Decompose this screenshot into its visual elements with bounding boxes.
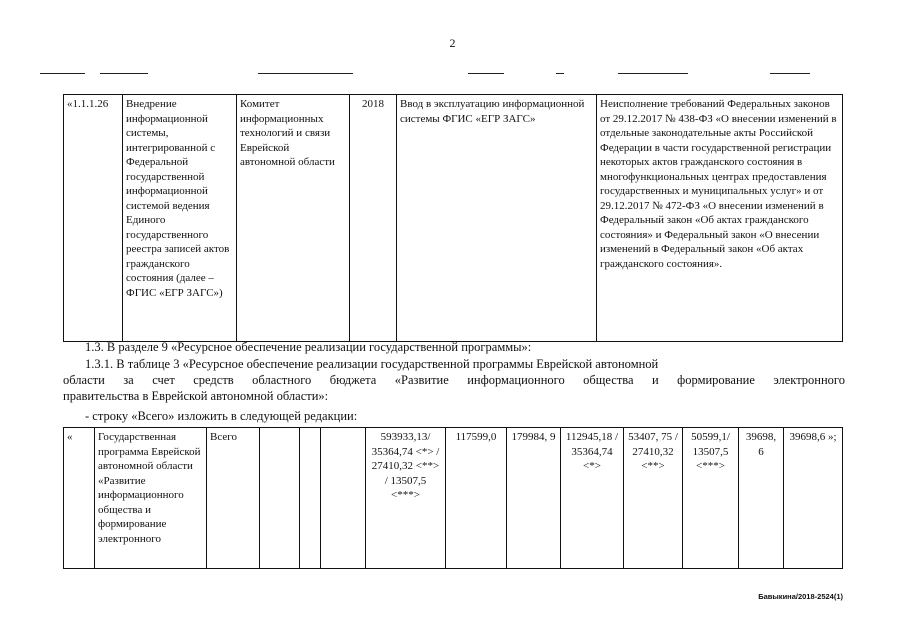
open-quote: « xyxy=(64,428,95,569)
paragraph-1-3-1-line-3: правительства в Еврейской автономной области»: xyxy=(63,389,329,403)
amount-2021: 39698,6 »; xyxy=(784,428,843,569)
divider xyxy=(468,73,504,74)
total-amount: 593933,13/ 35364,74 <*> / 27410,32 <**> / 13507,5 <***> xyxy=(366,428,446,569)
year: 2018 xyxy=(350,95,397,342)
divider xyxy=(556,73,564,74)
total-label: Всего xyxy=(207,428,260,569)
empty-cell xyxy=(321,428,366,569)
row-number: «1.1.1.26 xyxy=(64,95,123,342)
amount-2020: 39698, 6 xyxy=(739,428,784,569)
amount-2018: 53407, 75 / 27410,32 <**> xyxy=(624,428,683,569)
amount-2019: 50599,1/ 13507,5 <***> xyxy=(683,428,739,569)
footer-code: Бавыкина/2018-2524(1) xyxy=(758,592,843,601)
page-number: 2 xyxy=(449,36,456,50)
expected-result: Ввод в эксплуатацию информационной системы ФГИС «ЕГР ЗАГС» xyxy=(397,95,597,342)
divider xyxy=(258,73,353,74)
table-row xyxy=(64,428,843,569)
resource-table xyxy=(63,427,843,569)
amount-2016: 179984, 9 xyxy=(507,428,561,569)
paragraph-1-3-1-line-2: области за счет средств областного бюджета «Развитие информационного общества и формирование электронного xyxy=(63,373,845,387)
amount-2017: 112945,18 / 35364,74 <*> xyxy=(561,428,624,569)
empty-cell xyxy=(260,428,300,569)
paragraph-1-3: 1.3. В разделе 9 «Ресурсное обеспечение реализации государственной программы»: xyxy=(85,340,532,354)
empty-cell xyxy=(300,428,321,569)
activity-name: Внедрение информационной системы, интегрированной с Федеральной государственной информационной системой ведения Единого государственного реестра записей актов гражданского состояния (далее – ФГИС «ЕГР ЗАГС») xyxy=(123,95,237,342)
paragraph-1-3-1-line-1: 1.3.1. В таблице 3 «Ресурсное обеспечение реализации государственной программы Еврейской автономной xyxy=(85,357,659,371)
divider xyxy=(770,73,810,74)
program-name: Государственная программа Еврейской автономной области «Развитие информационного общества и формирование электронного xyxy=(95,428,207,569)
paragraph-instruction: - строку «Всего» изложить в следующей редакции: xyxy=(85,409,358,423)
table-row xyxy=(64,95,843,342)
activity-table xyxy=(63,94,843,342)
consequence: Неисполнение требований Федеральных законов от 29.12.2017 № 438-ФЗ «О внесении изменений в отдельные законодательные акты Российской Федерации в части государственной регистрации некоторых актов гражданского состояния в многофункциональных центрах предоставления государственных и муниципальных услуг» и от 29.12.2017 № 472-ФЗ «О внесении изменений в Федеральный закон «Об актах гражданского состояния» и Федеральный закон «О внесении изменений в Федеральный закон «Об актах гражданского состояния». xyxy=(597,95,843,342)
amount-2015: 117599,0 xyxy=(446,428,507,569)
divider xyxy=(100,73,148,74)
divider xyxy=(618,73,688,74)
divider xyxy=(40,73,85,74)
executor: Комитет информационных технологий и связи Еврейской автономной области xyxy=(237,95,350,342)
